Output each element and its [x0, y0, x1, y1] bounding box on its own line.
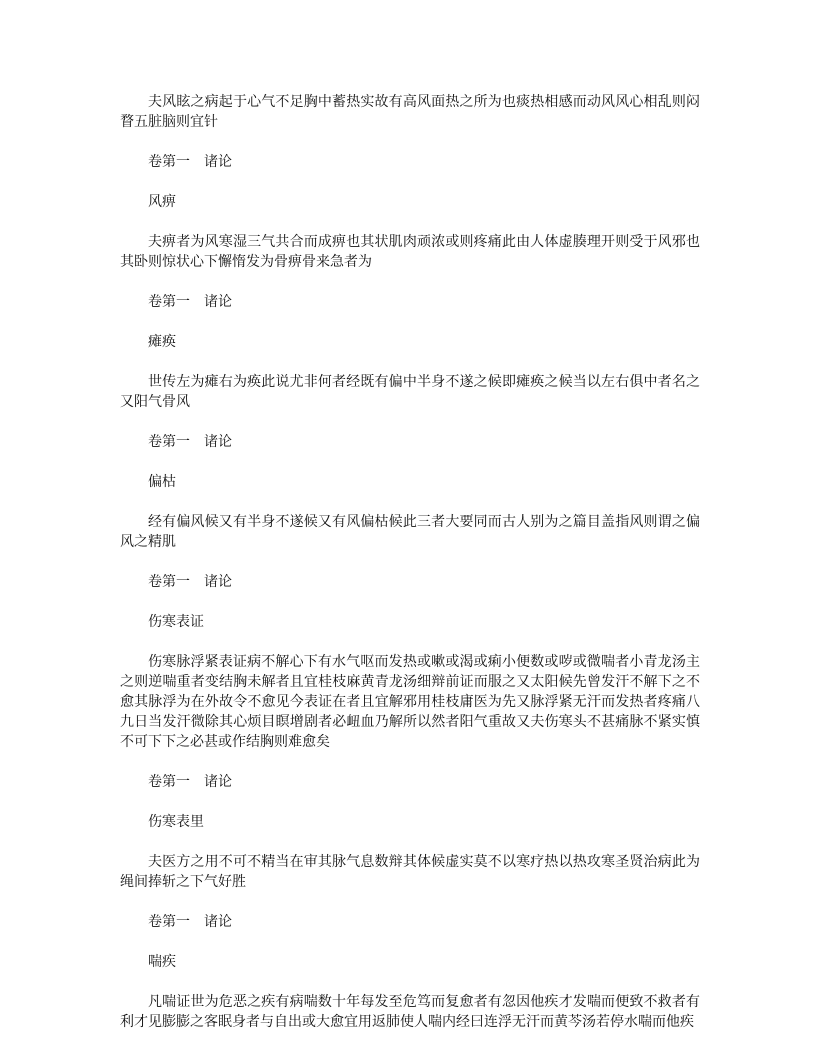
paragraph-shang-han-biao-li: 夫医方之用不可不精当在审其脉气息数辩其体候虚实莫不以寒疗热以热攻寒圣贤治病此为绳间捧斩之下气好胜 — [120, 854, 700, 890]
section-heading-chuan-ji: 喘疾 — [148, 954, 176, 970]
paragraph-feng-bi: 夫痹者为风寒湿三气共合而成痹也其状肌肉顽浓或则疼痛此由人体虚腠理开则受于风邪也其卧则惊状心下懈惰发为骨痹骨来急者为 — [120, 234, 700, 270]
paragraph-tan-huan: 世传左为瘫右为痪此说尤非何者经既有偏中半身不遂之候即瘫痪之候当以左右俱中者名之又阳气骨风 — [120, 374, 700, 410]
section-heading-shang-han-biao-li: 伤寒表里 — [148, 814, 204, 830]
paragraph-chuan-ji: 凡喘证世为危恶之疾有病喘数十年每发至危笃而复愈者有忽因他疾才发喘而便致不救者有利才见膨膨之客眠身者与自出或大愈宜用返肺使人喘内经曰连浮无汗而黄芩汤若停水喘而他疾 — [120, 994, 700, 1030]
volume-heading: 卷第一 诸论 — [148, 434, 232, 450]
volume-heading: 卷第一 诸论 — [148, 294, 232, 310]
volume-heading: 卷第一 诸论 — [148, 154, 232, 170]
section-heading-feng-bi: 风痹 — [148, 194, 176, 210]
volume-heading: 卷第一 诸论 — [148, 574, 232, 590]
volume-heading: 卷第一 诸论 — [148, 774, 232, 790]
document-page — [120, 92, 700, 1052]
section-heading-tan-huan: 瘫痪 — [148, 334, 176, 350]
section-heading-shang-han-biao-zheng: 伤寒表证 — [148, 614, 204, 630]
section-heading-pian-ku: 偏枯 — [148, 474, 176, 490]
paragraph-pian-ku: 经有偏风候又有半身不遂候又有风偏枯候此三者大要同而古人别为之篇目盖指风则谓之偏风之精肌 — [120, 514, 700, 550]
volume-heading: 卷第一 诸论 — [148, 914, 232, 930]
paragraph-feng-xuan: 夫风眩之病起于心气不足胸中蓄热实故有高风面热之所为也痰热相感而动风风心相乱则闷瞀五脏脑则宜针 — [120, 94, 700, 130]
paragraph-shang-han-biao-zheng: 伤寒脉浮紧表证病不解心下有水气呕而发热或嗽或渴或痢小便数或哕或微喘者小青龙汤主之则逆喘重者变结胸未解者且宜桂枝麻黄青龙汤细辩前证而服之又太阳候先曾发汗不解下之不愈其脉浮为在外故令不愈见今表证在者且宜解邪用桂枝庸医为先又脉浮紧无汗而发热者疼痛八九日当发汗微除其心烦目瞑增剧者必衄血乃解所以然者阳气重故又夫伤寒头不甚痛脉不紧实慎不可下下之必甚或作结胸则难愈矣 — [120, 654, 700, 750]
